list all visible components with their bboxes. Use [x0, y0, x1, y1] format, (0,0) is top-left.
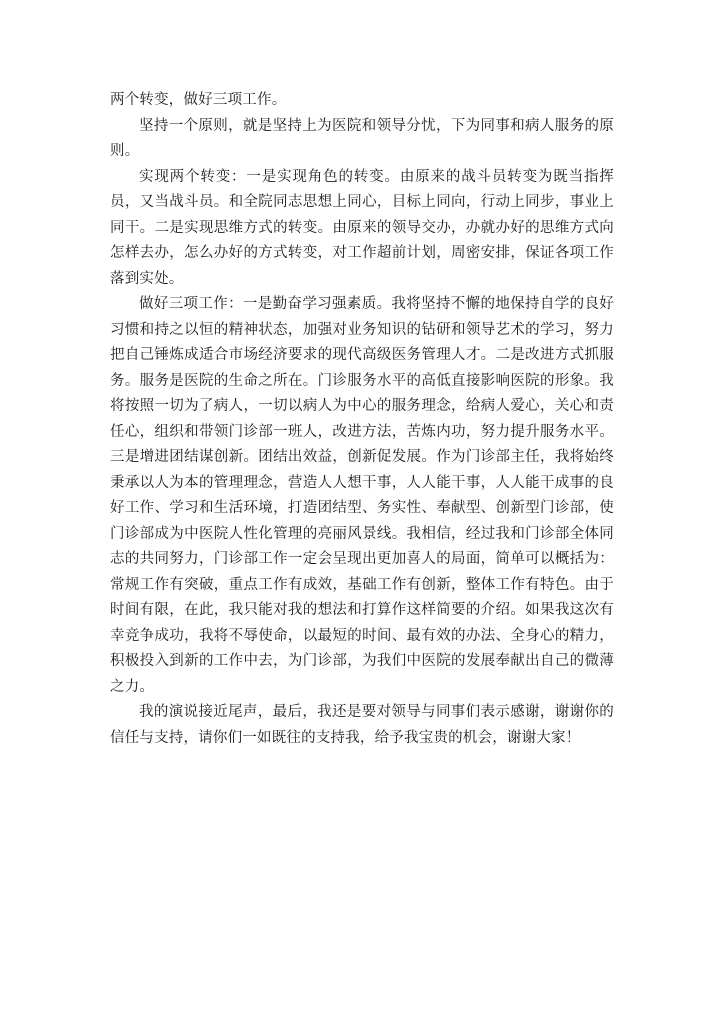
paragraph-intro-line: 两个转变，做好三项工作。 — [110, 92, 287, 108]
paragraph-two-changes: 实现两个转变：一是实现角色的转变。由原来的战斗员转变为既当指挥员，又当战斗员。和全院同志思想上同心，目标上同向，行动上同步，事业上同干。二是实现思维方式的转变。由原来的领导交办，办就办好的思维方式向怎样去办，怎么办好的方式转变，对工作超前计划，周密安排，保证各项工作落到实处。 — [110, 168, 614, 287]
paragraph-three-tasks: 做好三项工作：一是勤奋学习强素质。我将坚持不懈的地保持自学的良好习惯和持之以恒的精神状态，加强对业务知识的钻研和领导艺术的学习，努力把自己锤炼成适合市场经济要求的现代高级医务管理人才。二是改进方式抓服务。服务是医院的生命之所在。门诊服务水平的高低直接影响医院的形象。我将按照一切为了病人，一切以病人为中心的服务理念，给病人爱心，关心和责任心，组织和带领门诊部一班人，改进方法，苦炼内功，努力提升服务水平。三是增进团结谋创新。团结出效益，创新促发展。作为门诊部主任，我将始终秉承以人为本的管理理念，营造人人想干事，人人能干事，人人能干成事的良好工作、学习和生活环境，打造团结型、务实性、奉献型、创新型门诊部，使门诊部成为中医院人性化管理的亮丽风景线。我相信，经过我和门诊部全体同志的共同努力，门诊部工作一定会呈现出更加喜人的局面，简单可以概括为：常规工作有突破，重点工作有成效，基础工作有创新，整体工作有特色。由于时间有限，在此，我只能对我的想法和打算作这样简要的介绍。如果我这次有幸竞争成功，我将不辱使命，以最短的时间、最有效的办法、全身心的精力，积极投入到新的工作中去，为门诊部，为我们中医院的发展奉献出自己的微薄之力。 — [110, 296, 614, 695]
document-body — [110, 88, 614, 751]
paragraph-closing: 我的演说接近尾声，最后，我还是要对领导与同事们表示感谢，谢谢你的信任与支持，请你们一如既往的支持我，给予我宝贵的机会，谢谢大家！ — [110, 704, 614, 746]
paragraph-principle: 坚持一个原则，就是坚持上为医院和领导分忧，下为同事和病人服务的原则。 — [110, 117, 614, 159]
